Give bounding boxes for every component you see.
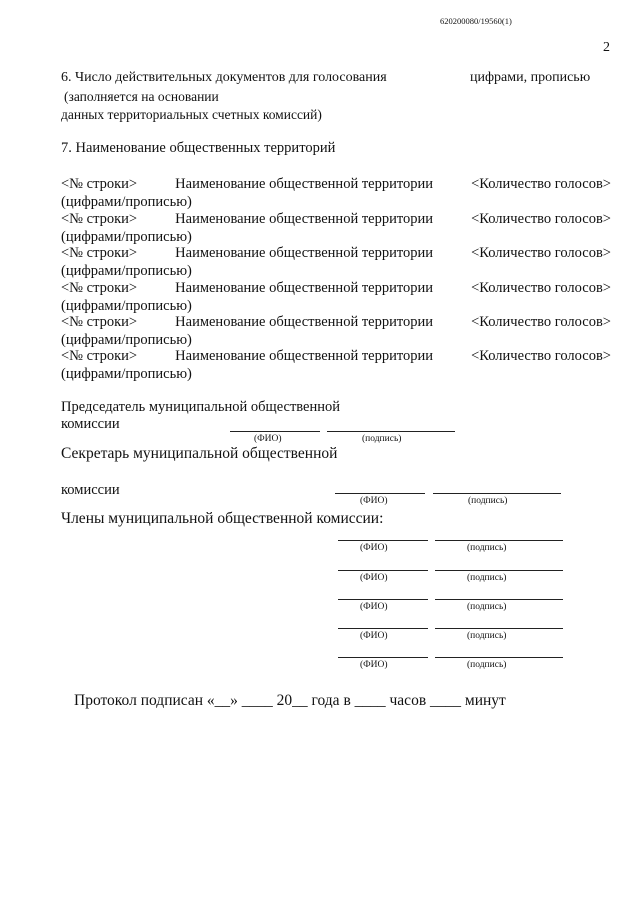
chair-label-line2: комиссии (61, 416, 120, 432)
territory-row (61, 348, 611, 365)
fio-caption: (ФИО) (360, 631, 388, 641)
member-sign-line (435, 628, 563, 629)
chair-label-line1: Председатель муниципальной общественной (61, 399, 341, 415)
secretary-label-line1: Секретарь муниципальной общественной (61, 445, 338, 462)
member-fio-line (338, 628, 428, 629)
sign-caption: (подпись) (467, 543, 507, 553)
row-note: (цифрами/прописью) (61, 298, 192, 314)
secretary-label-line2: комиссии (61, 482, 120, 498)
sign-caption: (подпись) (362, 434, 402, 444)
document-code: 620200080/19560(1) (440, 16, 512, 26)
section7-title: 7. Наименование общественных территорий (61, 140, 336, 156)
section6-title: 6. Число действительных документов для голосования (61, 70, 387, 85)
territory-row (61, 245, 611, 262)
territory-name: Наименование общественной территории (175, 348, 434, 364)
votes-count: <Количество голосов> (471, 211, 611, 227)
row-note: (цифрами/прописью) (61, 194, 192, 210)
sign-caption: (подпись) (467, 660, 507, 670)
row-note: (цифрами/прописью) (61, 332, 192, 348)
fio-caption: (ФИО) (360, 496, 388, 506)
member-sign-line (435, 599, 563, 600)
votes-count: <Количество голосов> (471, 245, 611, 261)
fio-caption: (ФИО) (254, 434, 282, 444)
row-note: (цифрами/прописью) (61, 366, 192, 382)
row-number: <№ строки> (61, 348, 138, 364)
territory-row (61, 176, 611, 193)
territory-name: Наименование общественной территории (175, 245, 434, 261)
row-number: <№ строки> (61, 314, 138, 330)
section6-right-note: цифрами, прописью (470, 70, 591, 85)
votes-count: <Количество голосов> (471, 176, 611, 192)
row-number: <№ строки> (61, 176, 138, 192)
fio-caption: (ФИО) (360, 660, 388, 670)
territory-row (61, 280, 611, 297)
territory-name: Наименование общественной территории (175, 176, 434, 192)
protocol-signed-line: Протокол подписан «__» ____ 20__ года в ____ часов ____ минут (74, 692, 506, 709)
row-number: <№ строки> (61, 211, 138, 227)
row-number: <№ строки> (61, 245, 138, 261)
territory-row (61, 211, 611, 228)
row-note: (цифрами/прописью) (61, 229, 192, 245)
fio-caption: (ФИО) (360, 602, 388, 612)
member-fio-line (338, 599, 428, 600)
member-sign-line (435, 657, 563, 658)
territory-name: Наименование общественной территории (175, 280, 434, 296)
votes-count: <Количество голосов> (471, 280, 611, 296)
sign-caption: (подпись) (467, 573, 507, 583)
chair-fio-line (230, 431, 320, 432)
member-fio-line (338, 570, 428, 571)
votes-count: <Количество голосов> (471, 314, 611, 330)
row-note: (цифрами/прописью) (61, 263, 192, 279)
member-fio-line (338, 657, 428, 658)
section6-note-2: данных территориальных счетных комиссий) (61, 107, 322, 122)
row-number: <№ строки> (61, 280, 138, 296)
secretary-fio-line (335, 493, 425, 494)
territory-row (61, 314, 611, 331)
section6-note-1: (заполняется на основании (64, 89, 219, 104)
member-fio-line (338, 540, 428, 541)
territory-name: Наименование общественной территории (175, 211, 434, 227)
fio-caption: (ФИО) (360, 543, 388, 553)
votes-count: <Количество голосов> (471, 348, 611, 364)
chair-sign-line (327, 431, 455, 432)
member-sign-line (435, 540, 563, 541)
sign-caption: (подпись) (467, 631, 507, 641)
members-label: Члены муниципальной общественной комиссии: (61, 510, 384, 527)
page-number: 2 (603, 40, 610, 55)
sign-caption: (подпись) (468, 496, 508, 506)
member-sign-line (435, 570, 563, 571)
territory-name: Наименование общественной территории (175, 314, 434, 330)
sign-caption: (подпись) (467, 602, 507, 612)
fio-caption: (ФИО) (360, 573, 388, 583)
secretary-sign-line (433, 493, 561, 494)
